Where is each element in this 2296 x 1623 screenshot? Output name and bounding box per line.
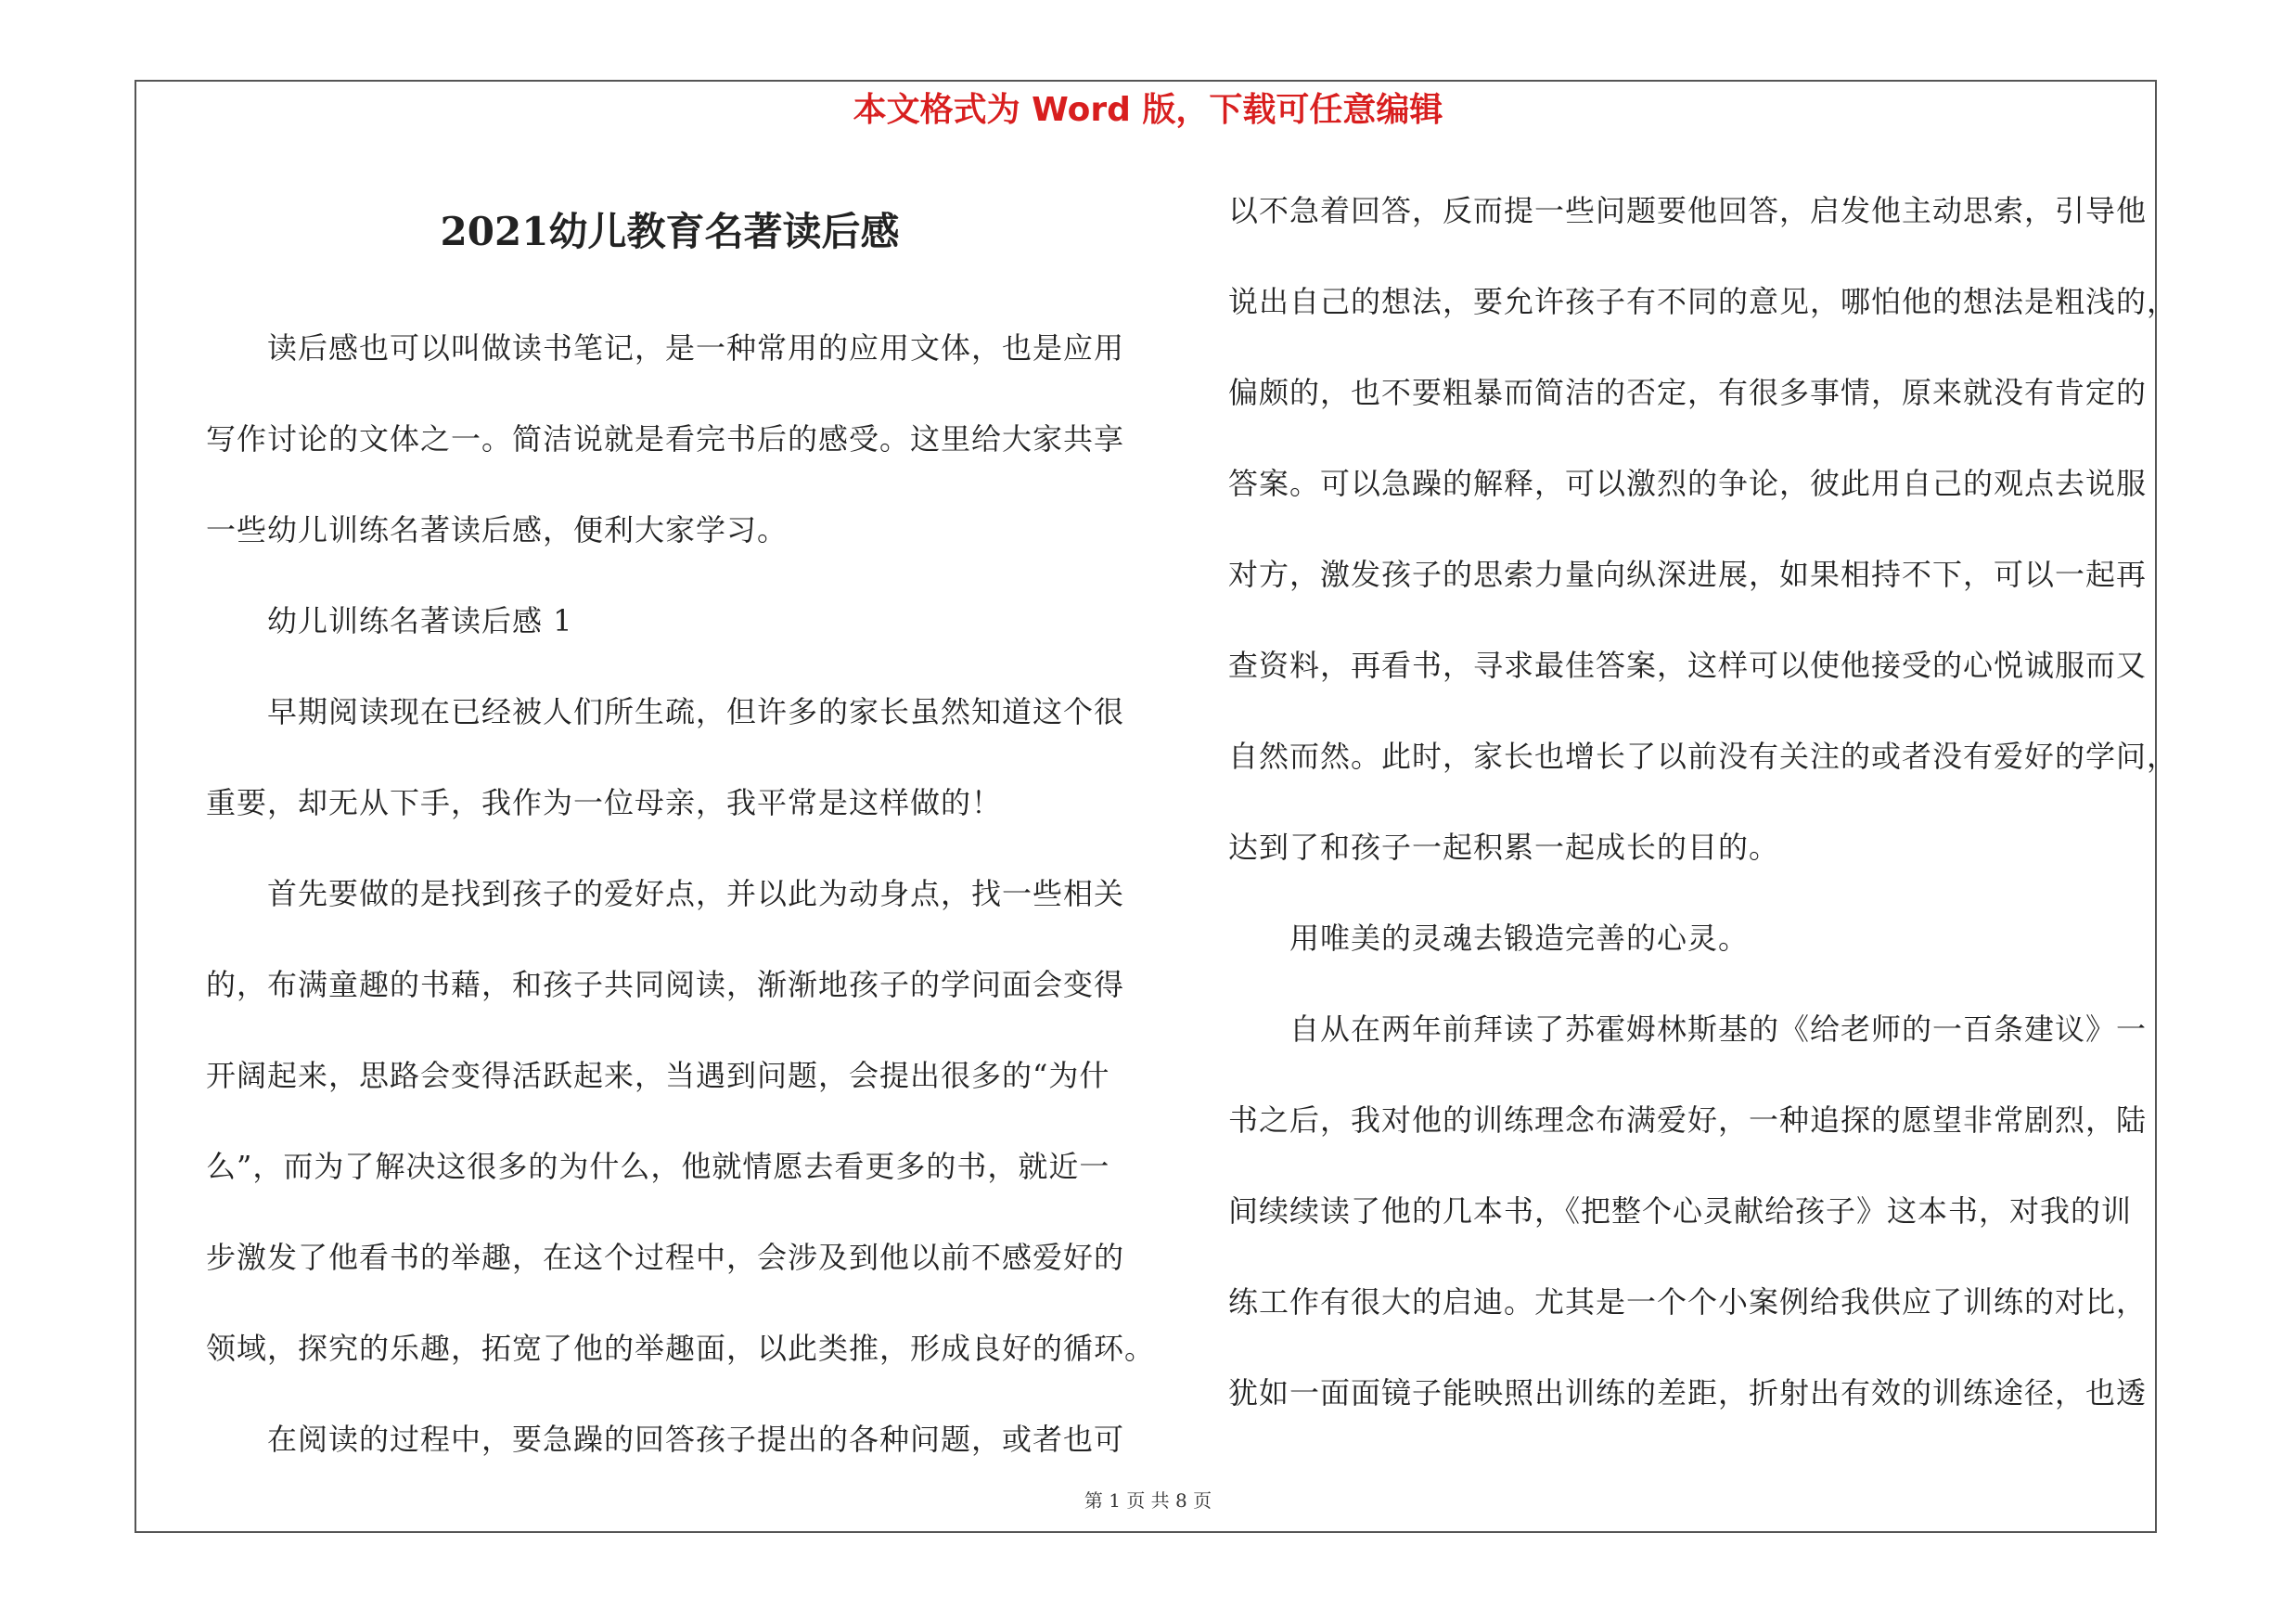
word-format-banner: 本文格式为 Word 版，下载可任意编辑 bbox=[853, 91, 1443, 129]
text-line: 书之后，我对他的训练理念布满爱好，一种追探的愿望非常剧烈，陆 bbox=[1228, 1102, 2148, 1138]
text-line: 重要，却无从下手，我作为一位母亲，我平常是这样做的！ bbox=[206, 785, 1003, 820]
page-number-footer: 第 1 页 共 8 页 bbox=[1084, 1489, 1212, 1512]
text-line: 领域，探究的乐趣，拓宽了他的举趣面，以此类推，形成良好的循环。 bbox=[206, 1331, 1156, 1366]
left-column bbox=[206, 303, 1156, 1485]
section-heading: 幼儿训练名著读后感 1 bbox=[206, 603, 573, 638]
text-line: 偏颇的，也不要粗暴而简洁的否定，有很多事情，原来就没有肯定的 bbox=[1228, 375, 2148, 410]
text-line: 以不急着回答，反而提一些问题要他回答，启发他主动思索，引导他 bbox=[1228, 193, 2148, 228]
text-line: 一些幼儿训练名著读后感，便利大家学习。 bbox=[206, 512, 789, 547]
text-line: 达到了和孩子一起积累一起成长的目的。 bbox=[1228, 830, 1780, 865]
text-line: 早期阅读现在已经被人们所生疏，但许多的家长虽然知道这个很 bbox=[206, 694, 1125, 729]
text-line: 的，布满童趣的书藉，和孩子共同阅读，渐渐地孩子的学问面会变得 bbox=[206, 967, 1125, 1002]
text-line: 查资料，再看书，寻求最佳答案，这样可以使他接受的心悦诚服而又 bbox=[1228, 648, 2148, 683]
text-line: 练工作有很大的启迪。尤其是一个个小案例给我供应了训练的对比， bbox=[1228, 1284, 2148, 1320]
text-line: 读后感也可以叫做读书笔记，是一种常用的应用文体，也是应用 bbox=[206, 330, 1125, 366]
text-line: 步激发了他看书的举趣，在这个过程中，会涉及到他以前不感爱好的 bbox=[206, 1240, 1125, 1275]
right-column bbox=[1228, 165, 2178, 1438]
text-line: 答案。可以急躁的解释，可以激烈的争论，彼此用自己的观点去说服 bbox=[1228, 466, 2148, 501]
text-line: 么”，而为了解决这很多的为什么，他就情愿去看更多的书，就近一 bbox=[206, 1149, 1110, 1184]
text-line: 对方，激发孩子的思索力量向纵深进展，如果相持不下，可以一起再 bbox=[1228, 557, 2148, 592]
text-line: 在阅读的过程中，要急躁的回答孩子提出的各种问题，或者也可 bbox=[206, 1422, 1125, 1457]
text-line: 开阔起来，思路会变得活跃起来，当遇到问题，会提出很多的“为什 bbox=[206, 1058, 1110, 1093]
text-line: 用唯美的灵魂去锻造完善的心灵。 bbox=[1228, 921, 1750, 956]
text-line: 自从在两年前拜读了苏霍姆林斯基的《给老师的一百条建议》一 bbox=[1228, 1011, 2148, 1047]
text-line: 犹如一面面镜子能映照出训练的差距，折射出有效的训练途径，也透 bbox=[1228, 1375, 2148, 1410]
text-line: 自然而然。此时，家长也增长了以前没有关注的或者没有爱好的学问， bbox=[1228, 739, 2178, 774]
document-title: 2021幼儿教育名著读后感 bbox=[440, 209, 900, 254]
text-line: 间续续读了他的几本书，《把整个心灵献给孩子》这本书，对我的训 bbox=[1228, 1193, 2133, 1229]
text-line: 说出自己的想法，要允许孩子有不同的意见，哪怕他的想法是粗浅的， bbox=[1228, 284, 2178, 319]
text-line: 首先要做的是找到孩子的爱好点，并以此为动身点，找一些相关 bbox=[206, 876, 1125, 911]
text-line: 写作讨论的文体之一。简洁说就是看完书后的感受。这里给大家共享 bbox=[206, 421, 1125, 457]
